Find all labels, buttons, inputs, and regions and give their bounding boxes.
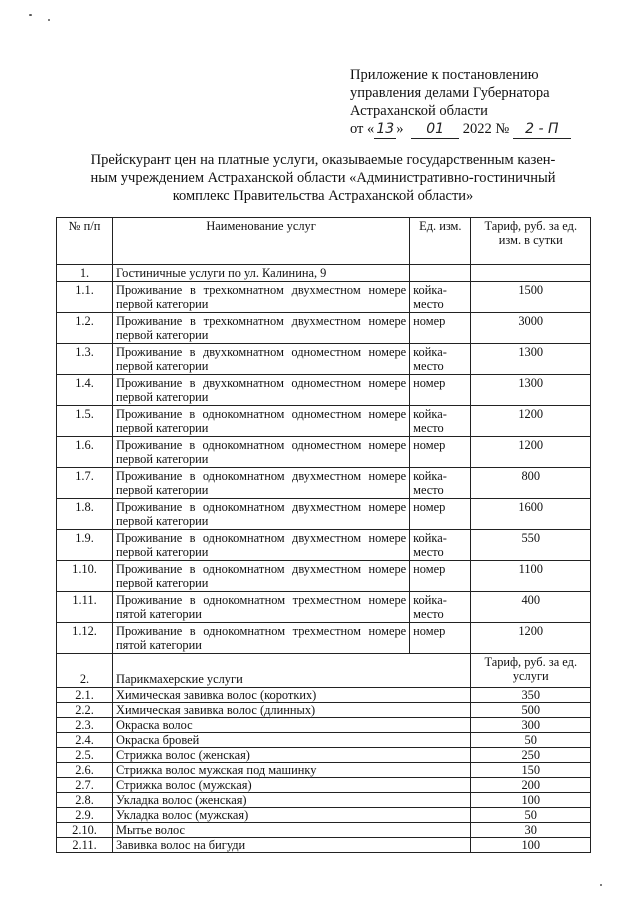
row-num: 2.3. (57, 718, 113, 733)
table-row (57, 344, 591, 375)
section-1-row (57, 265, 591, 282)
row-unit: койка-место (410, 592, 471, 623)
scan-speck (48, 19, 50, 21)
appendix-line-2: управления делами Губернатора (350, 85, 550, 101)
row-price: 200 (471, 778, 591, 793)
table-row (57, 282, 591, 313)
row-num: 1.5. (57, 406, 113, 437)
row-price: 1200 (471, 623, 591, 654)
appendix-date-line (350, 120, 610, 139)
row-unit: койка-место (410, 344, 471, 375)
table-header-row (57, 218, 591, 265)
row-price: 150 (471, 763, 591, 778)
table-row (57, 838, 591, 853)
row-price: 50 (471, 733, 591, 748)
row-service-name: Стрижка волос (женская) (113, 748, 471, 763)
row-num: 2.9. (57, 808, 113, 823)
header-name: Наименование услуг (113, 218, 410, 265)
row-service-name: Окраска волос (113, 718, 471, 733)
row-unit: номер (410, 375, 471, 406)
header-num: № п/п (57, 218, 113, 265)
table-row (57, 592, 591, 623)
table-row (57, 808, 591, 823)
row-service-name: Проживание в трехкомнатном двухместном номере первой категории (113, 313, 410, 344)
appendix-line-3: Астраханской области (350, 103, 488, 119)
row-service-name: Проживание в однокомнатном одноместном номере первой категории (113, 437, 410, 468)
row-num: 1.2. (57, 313, 113, 344)
appendix-line-1: Приложение к постановлению (350, 67, 539, 83)
row-service-name: Проживание в двухкомнатном одноместном номере первой категории (113, 344, 410, 375)
row-num: 2.7. (57, 778, 113, 793)
row-service-name: Химическая завивка волос (коротких) (113, 688, 471, 703)
header-unit: Ед. изм. (410, 218, 471, 265)
row-price: 1100 (471, 561, 591, 592)
row-unit: номер (410, 561, 471, 592)
row-num: 2.6. (57, 763, 113, 778)
row-service-name: Завивка волос на бигуди (113, 838, 471, 853)
row-num: 1.3. (57, 344, 113, 375)
row-service-name: Проживание в однокомнатном двухместном номере первой категории (113, 468, 410, 499)
row-price: 1200 (471, 437, 591, 468)
row-price: 500 (471, 703, 591, 718)
row-service-name: Мытье волос (113, 823, 471, 838)
table-row (57, 763, 591, 778)
section-2-title: Парикмахерские услуги (113, 654, 471, 688)
scan-speck (29, 14, 32, 16)
year-number-label: 2022 № (462, 121, 510, 137)
table-row (57, 733, 591, 748)
table-row (57, 530, 591, 561)
row-num: 2.2. (57, 703, 113, 718)
table-row (57, 718, 591, 733)
handwritten-month: 01 (411, 120, 459, 139)
section-1-num: 1. (57, 265, 113, 282)
row-unit: койка-место (410, 282, 471, 313)
row-service-name: Проживание в однокомнатном одноместном номере первой категории (113, 406, 410, 437)
handwritten-number: 2 - П (513, 120, 571, 139)
row-service-name: Проживание в двухкомнатном одноместном номере первой категории (113, 375, 410, 406)
row-price: 300 (471, 718, 591, 733)
row-service-name: Укладка волос (женская) (113, 793, 471, 808)
price-table (56, 217, 591, 853)
row-service-name: Укладка волос (мужская) (113, 808, 471, 823)
title-line-2: ным учреждением Астраханской области «Административно-гостиничный (90, 170, 556, 186)
row-num: 1.1. (57, 282, 113, 313)
row-unit: койка-место (410, 530, 471, 561)
section-2-num: 2. (57, 654, 113, 688)
title-line-3: комплекс Правительства Астраханской области» (172, 188, 474, 204)
row-num: 1.12. (57, 623, 113, 654)
table-row (57, 793, 591, 808)
table-row (57, 703, 591, 718)
row-price: 1500 (471, 282, 591, 313)
row-service-name: Стрижка волос мужская под машинку (113, 763, 471, 778)
row-num: 1.10. (57, 561, 113, 592)
row-service-name: Проживание в однокомнатном трехместном номере пятой категории (113, 623, 410, 654)
row-price: 1600 (471, 499, 591, 530)
row-price: 100 (471, 838, 591, 853)
date-prefix: от « (350, 121, 375, 137)
row-price: 1300 (471, 375, 591, 406)
table-row (57, 748, 591, 763)
row-service-name: Проживание в однокомнатном двухместном номере первой категории (113, 499, 410, 530)
row-num: 1.6. (57, 437, 113, 468)
row-num: 1.11. (57, 592, 113, 623)
row-service-name: Проживание в однокомнатном трехместном номере пятой категории (113, 592, 410, 623)
row-price: 100 (471, 793, 591, 808)
section-2-row (57, 654, 591, 688)
row-num: 1.8. (57, 499, 113, 530)
row-service-name: Химическая завивка волос (длинных) (113, 703, 471, 718)
row-num: 2.11. (57, 838, 113, 853)
row-unit: номер (410, 623, 471, 654)
scan-speck (600, 884, 602, 886)
row-unit: номер (410, 499, 471, 530)
row-unit: номер (410, 313, 471, 344)
row-num: 2.8. (57, 793, 113, 808)
row-price: 30 (471, 823, 591, 838)
row-num: 1.4. (57, 375, 113, 406)
row-service-name: Стрижка волос (мужская) (113, 778, 471, 793)
row-num: 2.5. (57, 748, 113, 763)
table-row (57, 561, 591, 592)
row-price: 800 (471, 468, 591, 499)
table-row (57, 688, 591, 703)
header-tariff: Тариф, руб. за ед. изм. в сутки (471, 218, 591, 265)
table-row (57, 468, 591, 499)
row-service-name: Проживание в однокомнатном двухместном номере первой категории (113, 561, 410, 592)
table-row (57, 823, 591, 838)
section-1-unit-cell (410, 265, 471, 282)
row-price: 550 (471, 530, 591, 561)
table-row (57, 313, 591, 344)
row-num: 2.4. (57, 733, 113, 748)
row-num: 1.9. (57, 530, 113, 561)
row-service-name: Проживание в трехкомнатном двухместном номере первой категории (113, 282, 410, 313)
row-unit: койка-место (410, 406, 471, 437)
row-unit: койка-место (410, 468, 471, 499)
table-row (57, 499, 591, 530)
table-row (57, 778, 591, 793)
section-1-tariff-cell (471, 265, 591, 282)
row-price: 250 (471, 748, 591, 763)
section-1-title: Гостиничные услуги по ул. Калинина, 9 (113, 265, 410, 282)
row-price: 350 (471, 688, 591, 703)
table-row (57, 623, 591, 654)
date-mid: » (396, 121, 404, 137)
row-num: 2.10. (57, 823, 113, 838)
row-price: 1200 (471, 406, 591, 437)
table-row (57, 375, 591, 406)
appendix-block (350, 66, 610, 139)
handwritten-day: 13 (374, 120, 396, 139)
row-num: 2.1. (57, 688, 113, 703)
row-price: 400 (471, 592, 591, 623)
section-2-tariff-header: Тариф, руб. за ед. услуги (471, 654, 591, 688)
row-service-name: Проживание в однокомнатном двухместном номере первой категории (113, 530, 410, 561)
document-title (58, 151, 588, 205)
title-line-1: Прейскурант цен на платные услуги, оказываемые государственным казен- (90, 152, 556, 168)
row-price: 1300 (471, 344, 591, 375)
row-service-name: Окраска бровей (113, 733, 471, 748)
row-num: 1.7. (57, 468, 113, 499)
row-price: 3000 (471, 313, 591, 344)
row-price: 50 (471, 808, 591, 823)
table-row (57, 437, 591, 468)
row-unit: номер (410, 437, 471, 468)
table-row (57, 406, 591, 437)
